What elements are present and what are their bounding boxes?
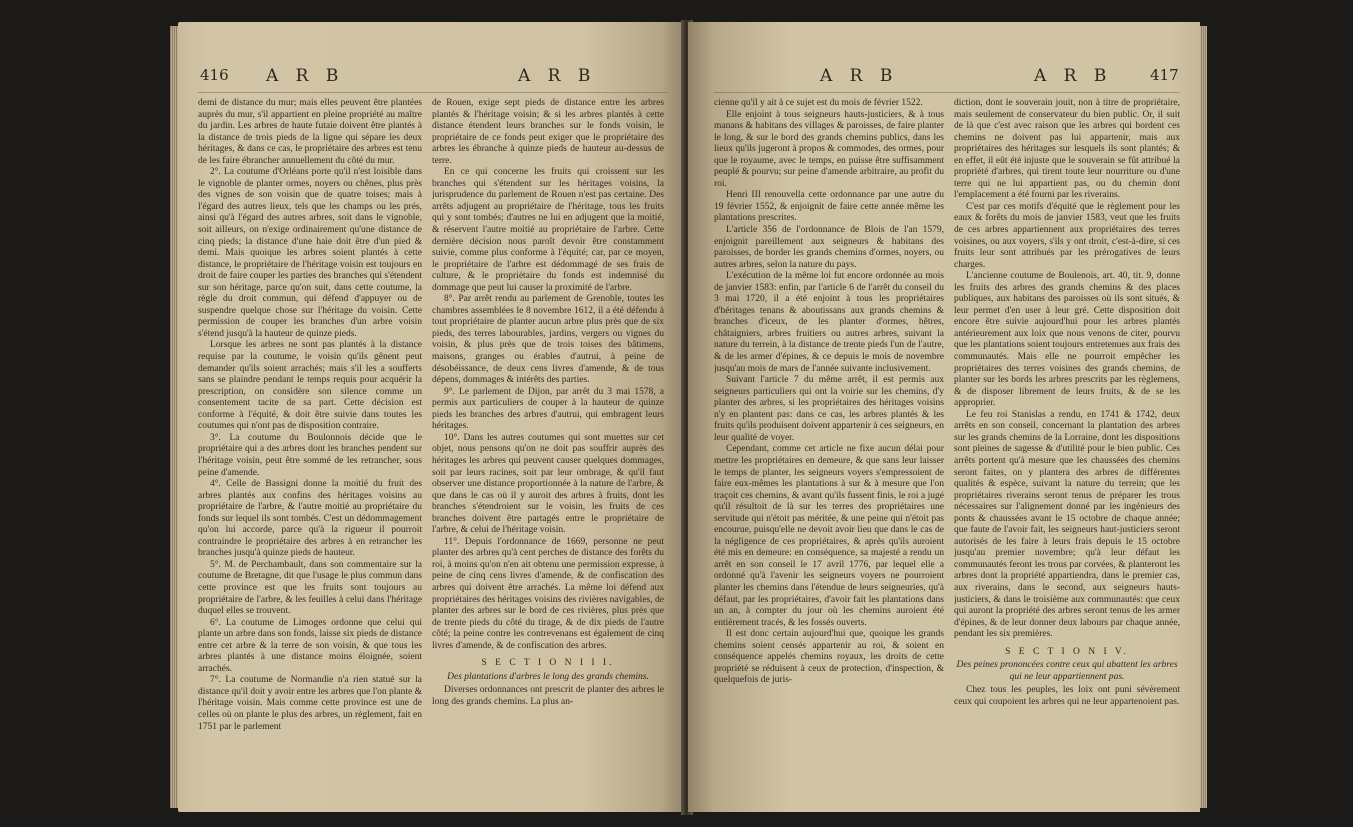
left-page-edges <box>170 26 178 808</box>
left-col1-paragraph: 7°. La coutume de Normandie n'a rien statué sur la distance qu'il doit y avoir entre les arbres que l'on plante & l'héritage voisin. Mais comme cette province est une de celles où on plante le plus des arbres, un règlement, fait en 1751 par le parlement <box>198 675 422 732</box>
right-running-head-2: A R B <box>1034 66 1113 86</box>
left-col1-paragraph: 2°. La coutume d'Orléans porte qu'il n'est loisible dans le vignoble de planter ormes, noyers ou chênes, plus près des vignes de son voisin que de quatre toises; mais à l'égard des autres lieux, tels que les champs ou les prés, ainsi qu'à l'égard des autres arbres, soit dans le vignoble, soit ailleurs, on n'exige ordinairement qu'une distance de cinq pieds; la distance d'une haie doit être d'un pied & demi. Mais quoique les arbres soient plantés à cette distance, le propriétaire de l'héritage voisin est toujours en droit de faire couper les parties des branches qui s'étendent sur son héritage, parce qu'on suit, dans cette coutume, la règle du droit commun, qui défend d'appuyer ou de suspendre quelque chose sur l'héritage du voisin. Cette permission de couper les branches d'un arbre voisin s'étend jusqu'à la hauteur de quinze pieds. <box>198 167 422 339</box>
left-col2-paragraph: 8°. Par arrêt rendu au parlement de Grenoble, toutes les chambres assemblées le 8 novembre 1612, il a été défendu à tout propriétaire de planter aucun arbre plus près que de six pieds, des terres labourables, jardins, vergers ou vignes du voisin, & plus près que de trois toises des bâtimens, maisons, granges ou érables d'autrui, à peine de désobéissance, de deux cens livres d'amende, & de tous dépens, dommages & intérêts des parties. <box>432 294 664 386</box>
section-iii-text: Diverses ordonnances ont prescrit de planter des arbres le long des grands chemins. La plus an- <box>432 685 664 707</box>
right-col1-paragraph: L'article 356 de l'ordonnance de Blois de l'an 1579, enjoignit pareillement aux seigneurs & habitans des paroisses, de border les grands chemins d'ormes, noyers, ou autres arbres, selon la nature du pays. <box>714 225 944 270</box>
section-iv-subtitle: Des peines prononcées contre ceux qui abattent les arbres qui ne leur appartiennent pas. <box>956 660 1178 682</box>
section-iii-subtitle: Des plantations d'arbres le long des grands chemins. <box>447 671 649 682</box>
right-col1-paragraph: Suivant l'article 7 du même arrêt, il est permis aux seigneurs particuliers qui ont la voirie sur les chemins, d'y planter des arbres, si les propriétaires des héritages voisins n'y en plantent pas: dans ce cas, les arbres plantés & les fruits qu'ils produisent doivent appartenir à ces seigneurs, en leur qualité de voyer. <box>714 375 944 443</box>
left-running-head-1: A R B <box>266 66 345 86</box>
left-col1-paragraph: Lorsque les arbres ne sont pas plantés à la distance requise par la coutume, le voisin qu'ils gênent peut demander qu'ils soient arrachés; mais s'il les a soufferts sans se plaindre pendant le temps requis pour acquérir la prescription, on considère son silence comme un consentement tacite de sa part. Cette décision est conforme à l'équité, & doit être suivie dans toutes les coutumes qui n'ont pas de disposition contraire. <box>198 340 422 432</box>
right-col1-paragraph: Il est donc certain aujourd'hui que, quoique les grands chemins soient censés appartenir au roi, & soient en conséquence appelés chemins royaux, les droits de cette propriété se réduisent à ceux de protection, d'inspection, & quelquefois de juris- <box>714 629 944 686</box>
left-col1-paragraph: 6°. La coutume de Limoges ordonne que celui qui plante un arbre dans son fonds, laisse six pieds de distance entre cet arbre & la terre de son voisin, & que tous les arbres plantés à une distance moins éloignée, soient arrachés. <box>198 617 422 674</box>
left-header-rule <box>198 92 668 93</box>
right-col2-paragraph: C'est par ces motifs d'équité que le règlement pour les eaux & forêts du mois de janvier 1583, veut que les fruits de ces arbres appartiennent aux propriétaires des terres voisines, ou aux voyers, s'ils y ont droit, c'est-à-dire, si ces fruits leur sont attribués par les prérogatives de leurs charges. <box>954 201 1180 270</box>
right-col1-paragraph: Cependant, comme cet article ne fixe aucun délai pour mettre les propriétaires en demeure, & que sans leur laisser le temps de planter, les seigneurs voyers s'empressoient de faire eux-mêmes les plantations à sur & à mesure que l'on traçoit ces chemins, & avant qu'ils fussent finis, le roi a jugé qu'il résultoit de là sur les terres des propriétaires une servitude qui n'étoit pas méritée, & une peine qui n'étoit pas encourue, puisqu'elle ne devoit avoir lieu que dans le cas de la négligence de ces propriétaires, & après qu'ils auroient été mis en demeure: en conséquence, sa majesté a rendu un arrêt en son conseil le 17 avril 1776, par lequel elle a ordonné qu'à l'avenir les seigneurs voyers ne pourroient planter les chemins dans l'étendue de leurs seigneuries, qu'à défaut, par les propriétaires, d'avoir fait les plantations dans un an, à compter du jour où les chemins auroient été entièrement tracés, & les fossés ouverts. <box>714 444 944 628</box>
left-col2-paragraph: 11°. Depuis l'ordonnance de 1669, personne ne peut planter des arbres qu'à cent perches de distance des forêts du roi, à moins qu'on n'en ait obtenu une permission expresse, à peine de cinq cens livres d'amende, & de confiscation des arbres qui doivent être arrachés. La même loi défend aux propriétaires des héritages voisins des rivières navigables, de planter des arbres sur le bord de ces rivières, plus près que de trente pieds du côté du tirage, & de dix pieds de l'autre côté; la peine contre les contrevenans est également de cinq livres d'amende, & de confiscation des arbres. <box>432 536 664 651</box>
left-col2-paragraph: En ce qui concerne les fruits qui croissent sur les branches qui s'étendent sur les héritages voisins, la jurisprudence du parlement de Rouen n'est pas certaine. Des arrêts adjugent au propriétaire de l'héritage, tous les fruits qui y sont tombés; d'autres ne lui en adjugent que la moitié, & réservent l'autre moitié au propriétaire de l'arbre. Cette dernière décision nous paroît devoir être constamment suivie, comme plus conforme à l'équité; car, par ce moyen, le propriétaire de l'arbre est dédommagé de ses frais de culture, & le propriétaire du fonds est indemnisé du dommage que peut lui causer la proximité de l'arbre. <box>432 167 664 293</box>
right-page-number: 417 <box>1150 66 1179 84</box>
left-col1-paragraph: demi de distance du mur; mais elles peuvent être plantées auprès du mur, s'il appartient en pleine propriété au maître du jardin. Les arbres de haute futaie doivent être plantés à la distance de trois pieds de la ligne qui sépare les deux héritages, & dans ce cas, le propriétaire des arbres est tenu de les faire ébrancher annuellement du côté du mur. <box>198 98 422 166</box>
section-iv-text: Chez tous les peuples, les loix ont puni sévèrement ceux qui coupoient les arbres qui ne leur appartenoient pas. <box>954 685 1180 707</box>
left-col1-paragraph: 3°. La coutume du Boulonnois décide que le propriétaire qui a des arbres dont les branches pendent sur l'héritage voisin, peut être sommé de les retrancher, sous peine d'amende. <box>198 432 422 478</box>
section-iv-title: S E C T I O N I V. <box>1005 646 1129 657</box>
right-col1-paragraph: L'exécution de la même loi fut encore ordonnée au mois de janvier 1583: enfin, par l'article 6 de l'arrêt du conseil du 3 mai 1720, il a été enjoint à tous les propriétaires d'héritages tenans & aboutissans aux grands chemins & branches d'iceux, de les planter d'ormes, hêtres, châtaigniers, arbres fruitiers ou autres arbres, suivant la nature du terrein, à la distance de trente pieds l'un de l'autre, & de les armer d'épines, & ce depuis le mois de novembre jusqu'au mois de mars de l'année suivante inclusivement. <box>714 271 944 374</box>
right-col1-paragraph: cienne qu'il y ait à ce sujet est du mois de février 1522. <box>714 98 923 108</box>
left-page <box>178 22 686 812</box>
section-iii-title: S E C T I O N I I I. <box>481 658 615 669</box>
left-column-1 <box>198 98 422 798</box>
left-col2-paragraph: 9°. Le parlement de Dijon, par arrêt du 3 mai 1578, a permis aux particuliers de couper à la hauteur de quinze pieds les branches des arbres d'autrui, qui embragent leurs héritages. <box>432 386 664 432</box>
left-column-2 <box>432 98 664 798</box>
left-col2-paragraph: 10°. Dans les autres coutumes qui sont muettes sur cet objet, nous pensons qu'on ne doit pas souffrir auprès des héritages les arbres qui peuvent causer quelques dommages, soit par leurs racines, soit par leur ombrage, & qu'il faut observer une distance proportionnée à la nature de l'arbre, & que dans le cas où il y auroit des arbres à fruits, dont les branches s'étendroient sur le voisin, les fruits de ces branches doivent être partagés entre le propriétaire de l'arbre, & celui de l'héritage voisin. <box>432 432 664 536</box>
right-page <box>688 22 1200 812</box>
right-running-head-1: A R B <box>820 66 899 86</box>
left-page-number: 416 <box>200 66 229 84</box>
right-column-2 <box>954 98 1180 798</box>
right-col1-paragraph: Elle enjoint à tous seigneurs hauts-justiciers, & à tous manans & habitans des villages & paroisses, de faire planter le long, & sur le bord des grands chemins publics, dans les lieux qu'ils jugeront à propos & commodes, des ormes, pour que le royaume, avec le temps, en puisse être suffisamment peuplé & pourvu; sur peine d'amende arbitraire, au profit du roi. <box>714 109 944 189</box>
right-column-1 <box>714 98 944 798</box>
right-col1-paragraph: Henri III renouvella cette ordonnance par une autre du 19 février 1552, & enjoignit de faire cette année même les plantations prescrites. <box>714 190 944 224</box>
left-col1-paragraph: 5°. M. de Perchambault, dans son commentaire sur la coutume de Bretagne, dit que l'usage le plus commun dans cette province est que les fruits sont toujours au propriétaire de l'arbre, & les feuilles à celui dans l'héritage duquel elles se trouvent. <box>198 559 422 617</box>
left-running-head-2: A R B <box>518 66 597 86</box>
right-col2-paragraph: diction, dont le souverain jouit, non à titre de propriétaire, mais seulement de conservateur du bien public. Or, il suit de là que c'est avec raison que les arbres qui bordent ces chemins ne doivent pas lui appartenir, mais aux propriétaires des héritages sur lesquels ils sont plantés; & en effet, il eût été injuste que le souverain se fût attribué la propriété d'arbres, qui tirent toute leur nourriture ou d'une terre qui ne lui appartient pas, ou du chemin dont l'emplacement a été fourni par les riverains. <box>954 98 1180 201</box>
left-col2-paragraph: de Rouen, exige sept pieds de distance entre les arbres plantés & l'héritage voisin; & si les arbres plantés à cette distance étendent leurs branches sur le fonds voisin, le propriétaire de ce fonds peut exiger que le propriétaire des arbres les ébranche à quinze pieds de hauteur au-dessus de terre. <box>432 98 664 166</box>
left-col1-paragraph: 4°. Celle de Bassigni donne la moitié du fruit des arbres plantés aux confins des héritages voisins au propriétaire de l'arbre, & l'autre moitié au propriétaire du fonds sur lequel ils sont tombés. C'est un dédommagement qu'on lui accorde, parce qu'à la rigueur il pourroit contraindre le propriétaire des arbres à en retrancher les branches jusqu'à quinze pieds de hauteur. <box>198 479 422 559</box>
right-col2-paragraph: Le feu roi Stanislas a rendu, en 1741 & 1742, deux arrêts en son conseil, concernant la plantation des arbres sur les grands chemins de la Lorraine, dont les dispositions sont pleines de sagesse & d'utilité pour le bien public. Ces arrêts portent qu'à mesure que les chaussées des chemins seront faites, on y plantera des arbres de différentes qualités & espèce, suivant la nature du terrein; que les propriétaires riverains seront tenus de préparer les trous nécessaires sur l'alignement donné par les ingénieurs des ponts & chaussées avant le 15 octobre de chaque année; que faute de l'avoir fait, les seigneurs haut-justiciers seront autorisés de les faire à leurs frais depuis le 15 octobre jusqu'au premier novembre; qu'à leur défaut les communautés feront les trous par corvées, & planteront les arbres dont la propriété appartiendra, dans le premier cas, aux riverains, dans le second, aux seigneurs hauts-justiciers, & dans le troisième aux communautés: que ceux qui auront la propriété des arbres seront tenus de les armer d'épines, & de leur donner deux labours par chaque année, pendant les six premières. <box>954 409 1180 640</box>
right-header-rule <box>714 92 1180 93</box>
right-page-edges <box>1199 26 1207 808</box>
right-col2-paragraph: L'ancienne coutume de Boulenois, art. 40, tit. 9, donne les fruits des arbres des grands chemins & des places publiques, aux habitans des paroisses où ils sont situés, & leur permet d'en user à leur gré. Cette disposition doit encore être suivie aujourd'hui pour les arbres plantés antérieurement aux loix que nous venons de citer, pourvu que les plantations soient toujours entretenues aux frais des communautés. Mais elle ne pourroit empêcher les propriétaires des terres voisines des grands chemins, de planter sur les bords les arbres prescrits par les règlemens, & de disposer librement de leurs fruits, & de se les approprier. <box>954 271 1180 409</box>
